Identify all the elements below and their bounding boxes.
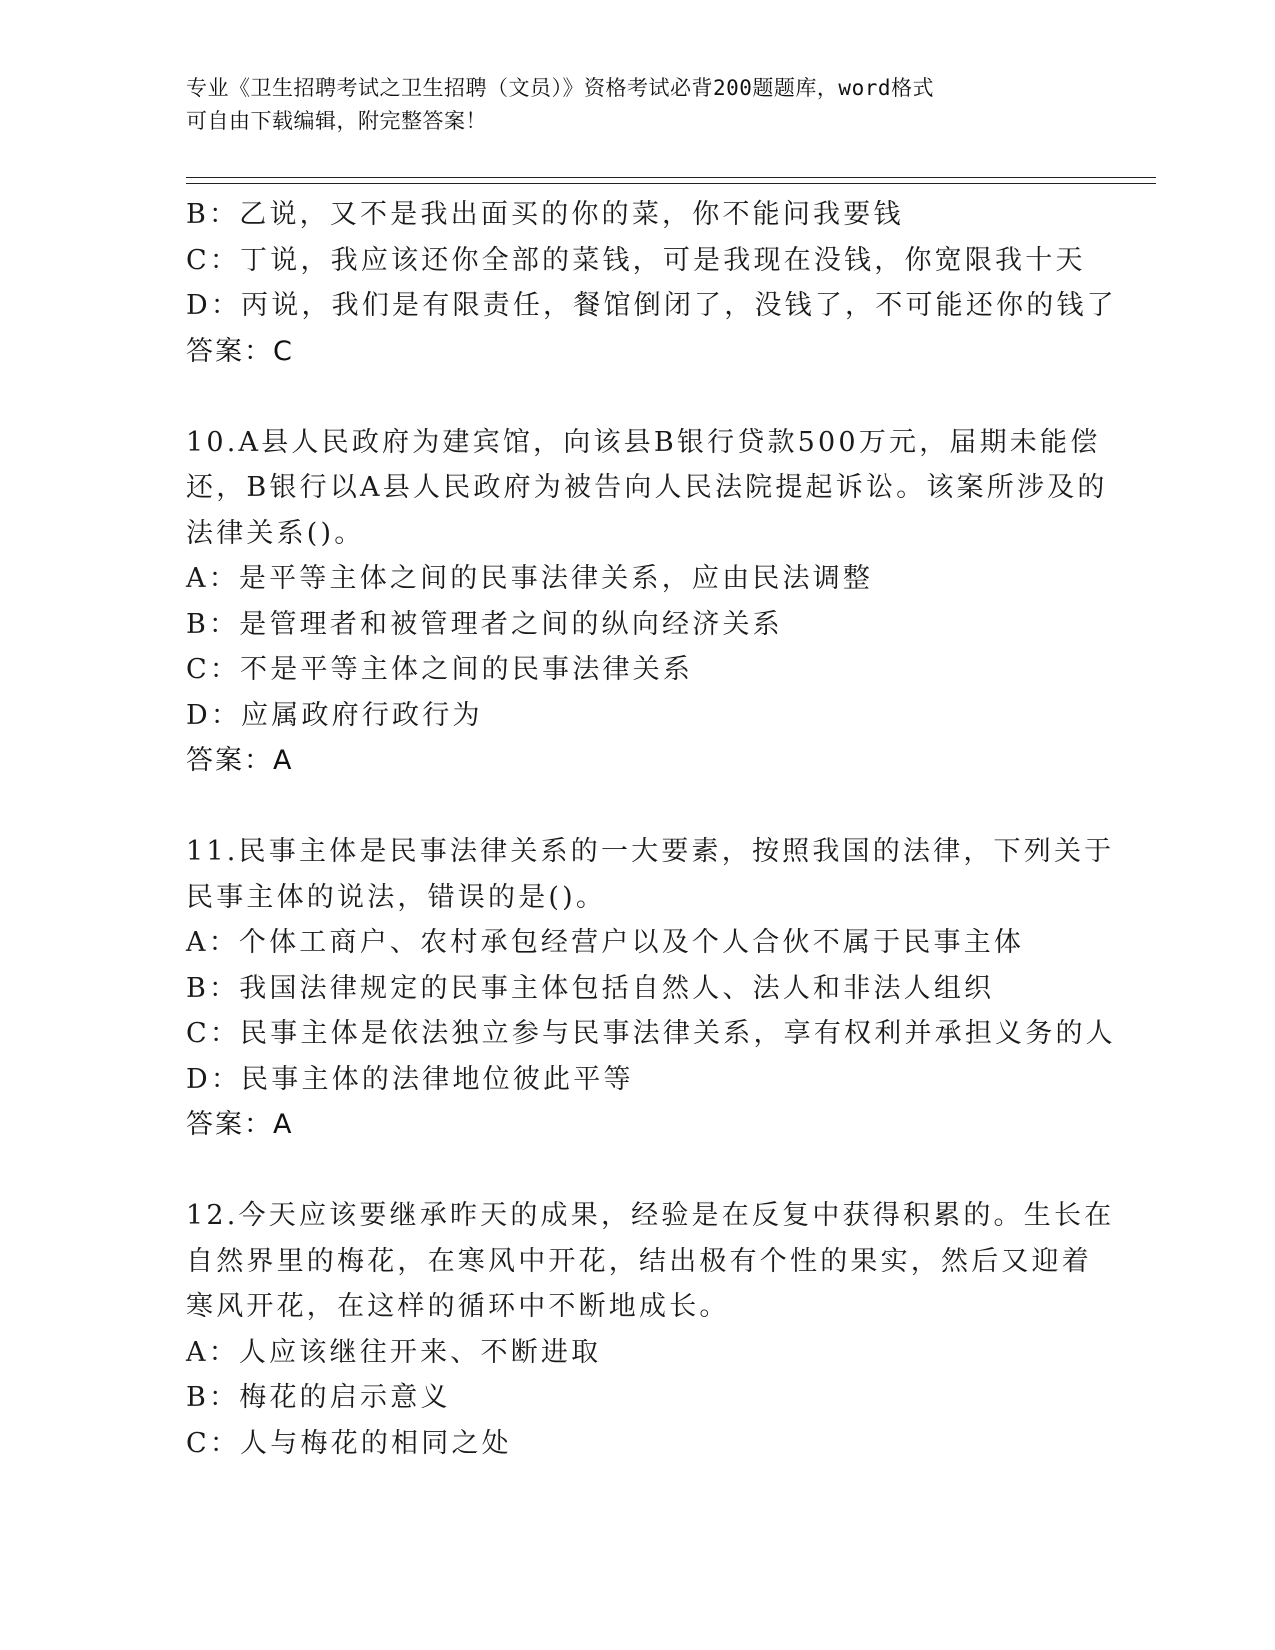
question-list [186, 192, 1117, 1466]
option-c: C：不是平等主体之间的民事法律关系 [186, 654, 694, 685]
answer-line: 答案：A [186, 1109, 294, 1140]
option-d: D：应属政府行政行为 [186, 699, 483, 731]
question-stem-line: 寒风开花，在这样的循环中不断地成长。 [186, 1291, 730, 1322]
question-stem-line: 法律关系()。 [186, 517, 365, 549]
header-title-line-1: 专业《卫生招聘考试之卫生招聘（文员）》资格考试必背200题题库，word格式 [186, 76, 934, 100]
option-c: C：民事主体是依法独立参与民事法律关系，享有权利并承担义务的人 [186, 1018, 1116, 1049]
option-b: B：我国法律规定的民事主体包括自然人、法人和非法人组织 [186, 972, 995, 1004]
question-item [186, 192, 1117, 374]
header-rule-bottom [186, 183, 1156, 184]
option-b: B：乙说，又不是我出面买的你的菜，你不能问我要钱 [186, 199, 904, 230]
answer-line: 答案：C [186, 335, 294, 367]
answer-line: 答案：A [186, 745, 294, 776]
option-a: A：个体工商户、农村承包经营户以及个人合伙不属于民事主体 [186, 927, 1025, 958]
option-c: C：丁说，我应该还你全部的菜钱，可是我现在没钱，你宽限我十天 [186, 244, 1086, 276]
option-d: D：民事主体的法律地位彼此平等 [186, 1063, 634, 1095]
question-stem-line: 10.A县人民政府为建宾馆，向该县B银行贷款500万元，届期未能偿 [186, 426, 1101, 458]
option-d: D：丙说，我们是有限责任，餐馆倒闭了，没钱了，不可能还你的钱了 [186, 290, 1117, 321]
option-b: B：是管理者和被管理者之间的纵向经济关系 [186, 608, 783, 640]
question-item [186, 420, 1108, 784]
option-b: B：梅花的启示意义 [186, 1382, 451, 1413]
question-item [186, 829, 1116, 1148]
option-a: A：是平等主体之间的民事法律关系，应由民法调整 [186, 563, 874, 594]
option-c: C：人与梅花的相同之处 [186, 1427, 512, 1459]
header-title-line-2: 可自由下载编辑，附完整答案！ [186, 109, 487, 133]
question-stem-line: 11.民事主体是民事法律关系的一大要素，按照我国的法律，下列关于 [186, 836, 1115, 867]
question-stem-line: 还，B银行以A县人民政府为被告向人民法院提起诉讼。该案所涉及的 [186, 472, 1108, 503]
question-stem-line: 民事主体的说法，错误的是()。 [186, 881, 607, 913]
question-spacer [186, 784, 1076, 830]
question-stem-line: 12.今天应该要继承昨天的成果，经验是在反复中获得积累的。生长在 [186, 1200, 1115, 1231]
header-rule-top [186, 177, 1156, 178]
question-stem-line: 自然界里的梅花，在寒风中开花，结出极有个性的果实，然后又迎着 [186, 1245, 1092, 1277]
question-spacer [186, 374, 1076, 420]
document-header [186, 72, 1066, 138]
question-spacer [186, 1148, 1076, 1194]
question-item [186, 1193, 1115, 1466]
option-a: A：人应该继往开来、不断进取 [186, 1336, 602, 1368]
